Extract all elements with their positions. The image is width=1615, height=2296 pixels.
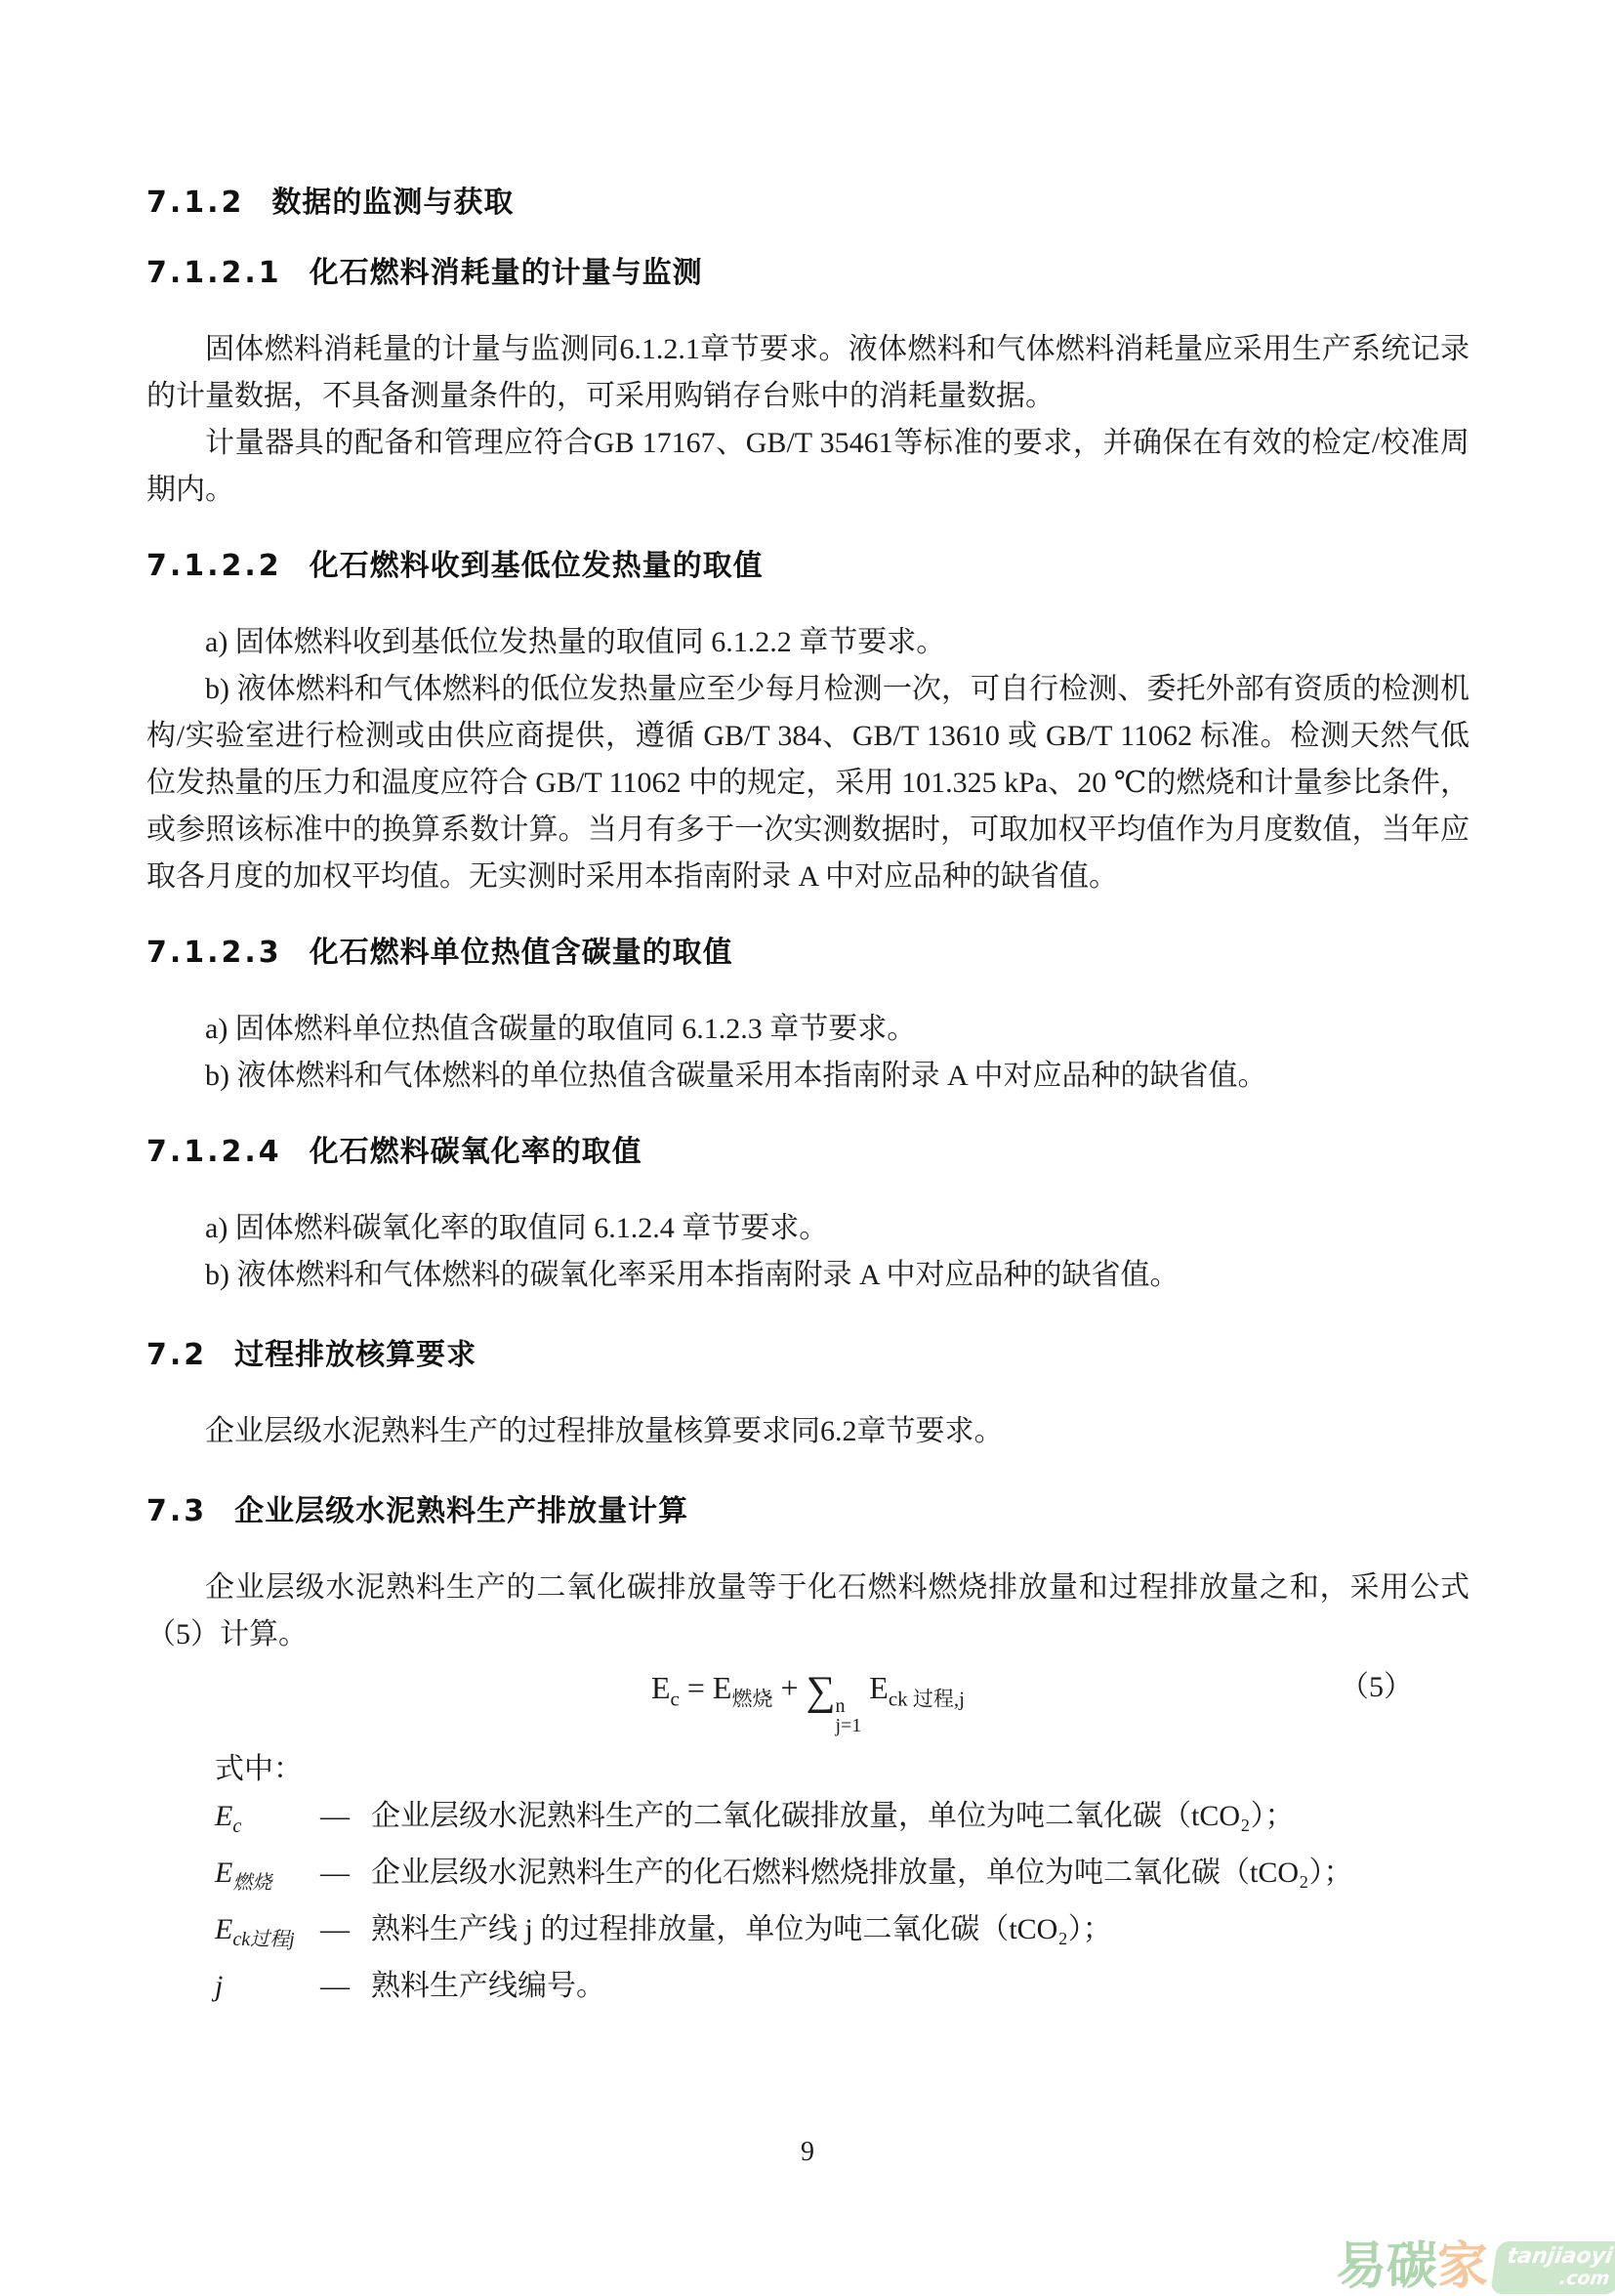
definition-row bbox=[146, 1850, 1470, 1906]
equals-sign: = bbox=[679, 1670, 713, 1705]
plus-sign: + bbox=[772, 1670, 807, 1705]
symbol-subscript: 燃烧 bbox=[232, 1872, 272, 1894]
section-number: 7.1.2.1 bbox=[146, 256, 282, 290]
formula-symbol: E bbox=[650, 1670, 671, 1705]
list-item-a: a) 固体燃料碳氧化率的取值同 6.1.2.4 章节要求。 bbox=[205, 1212, 829, 1244]
symbol-base: E bbox=[215, 1857, 233, 1889]
watermark-char: 易 bbox=[1336, 2237, 1387, 2296]
section-heading-7-1-2 bbox=[146, 186, 1470, 221]
section-number: 7.1.2.3 bbox=[146, 936, 282, 970]
formula-subscript: 燃烧 bbox=[731, 1687, 773, 1711]
definition-text: 企业层级水泥熟料生产的二氧化碳排放量，单位为吨二氧化碳（tCO₂）； bbox=[371, 1800, 1295, 1832]
symbol-base: E bbox=[215, 1913, 233, 1945]
formula-symbol: E bbox=[712, 1670, 732, 1705]
watermark-badge-text: .com bbox=[1557, 2268, 1611, 2289]
section-number: 7.1.2.4 bbox=[146, 1135, 282, 1169]
section-heading-7-1-2-3 bbox=[146, 936, 1470, 971]
definition-text: 熟料生产线编号。 bbox=[371, 1970, 605, 2002]
paragraph: 企业层级水泥熟料生产的过程排放量核算要求同6.2章节要求。 bbox=[205, 1415, 1004, 1447]
section-title: 数据的监测与获取 bbox=[271, 186, 515, 220]
sigma-lower-limit: j=1 bbox=[835, 1715, 862, 1736]
section-number: 7.1.2.2 bbox=[146, 549, 282, 583]
page-number: 9 bbox=[801, 2137, 814, 2167]
sigma-symbol: ∑ bbox=[806, 1669, 836, 1714]
list-item-b: b) 液体燃料和气体燃料的单位热值含碳量采用本指南附录 A 中对应品种的缺省值。 bbox=[205, 1060, 1267, 1092]
list-item-b: b) 液体燃料和气体燃料的低位发热量应至少每月检测一次，可自行检测、委托外部有资质的检测机构/实验室进行检测或由供应商提供，遵循 GB/T 384、GB/T 13610 或 GB/T 11062 标准。检测天然气低位发热量的压力和温度应符合 GB/T 11062 中的规定，采用 101.325 kPa、20 ℃的燃烧和计量参比条件，或参照该标准中的换算系数计算。当月有多于一次实测数据时，可取加权平均值作为月度数值，当年应取各月度的加权平均值。无实测时采用本指南附录 A 中对应品种的缺省值。 bbox=[146, 673, 1470, 893]
definition-row bbox=[146, 1963, 1470, 2020]
section-number: 7.1.2 bbox=[146, 186, 245, 220]
definition-dash: — bbox=[320, 1913, 350, 1945]
formula-subscript: c bbox=[670, 1687, 680, 1711]
section-title: 化石燃料消耗量的计量与监测 bbox=[309, 256, 703, 290]
symbol-subscript: c bbox=[232, 1816, 242, 1837]
watermark-char: 家 bbox=[1437, 2237, 1489, 2296]
formula-subscript: ck 过程,j bbox=[888, 1687, 965, 1711]
section-number: 7.3 bbox=[146, 1494, 208, 1528]
equation-number: （5） bbox=[1340, 1671, 1413, 1703]
section-title: 化石燃料碳氧化率的取值 bbox=[309, 1135, 642, 1169]
section-number: 7.2 bbox=[146, 1338, 208, 1372]
section-title: 化石燃料单位热值含碳量的取值 bbox=[309, 936, 733, 970]
where-lead: 式中： bbox=[215, 1753, 303, 1785]
symbol-base: j bbox=[215, 1970, 224, 2002]
sigma-upper-limit: n bbox=[835, 1695, 846, 1717]
formula-term1 bbox=[712, 1670, 773, 1711]
definition-dash: — bbox=[320, 1857, 350, 1889]
paragraph: 计量器具的配备和管理应符合GB 17167、GB/T 35461等标准的要求，并确保在有效的检定/校准周期内。 bbox=[146, 427, 1470, 506]
definition-dash: — bbox=[320, 1970, 350, 2002]
formula-symbol: E bbox=[869, 1670, 889, 1705]
list-item-a: a) 固体燃料单位热值含碳量的取值同 6.1.2.3 章节要求。 bbox=[205, 1013, 917, 1045]
section-heading-7-1-2-2 bbox=[146, 549, 1470, 584]
paragraph: 企业层级水泥熟料生产的二氧化碳排放量等于化石燃料燃烧排放量和过程排放量之和，采用公式（5）计算。 bbox=[146, 1571, 1470, 1650]
formula-lhs bbox=[650, 1670, 680, 1711]
watermark-logo bbox=[1336, 2239, 1615, 2294]
section-title: 化石燃料收到基低位发热量的取值 bbox=[309, 549, 764, 583]
equation-5 bbox=[146, 1658, 1470, 1736]
definition-symbol bbox=[215, 1793, 320, 1850]
definition-symbol bbox=[215, 1963, 320, 2020]
section-heading-7-1-2-4 bbox=[146, 1135, 1470, 1170]
sigma-limits bbox=[835, 1696, 861, 1735]
section-heading-7-3 bbox=[146, 1494, 1470, 1529]
definition-text: 熟料生产线 j 的过程排放量，单位为吨二氧化碳（tCO₂）； bbox=[371, 1913, 1112, 1945]
section-title: 企业层级水泥熟料生产排放量计算 bbox=[234, 1494, 689, 1528]
watermark-badge bbox=[1490, 2241, 1615, 2294]
definition-symbol bbox=[215, 1850, 320, 1906]
section-title: 过程排放核算要求 bbox=[234, 1338, 477, 1372]
symbol-base: E bbox=[215, 1800, 233, 1832]
symbol-subscript: ck过程j bbox=[232, 1929, 295, 1950]
definition-text: 企业层级水泥熟料生产的化石燃料燃烧排放量，单位为吨二氧化碳（tCO₂）； bbox=[371, 1857, 1353, 1889]
section-heading-7-2 bbox=[146, 1338, 1470, 1373]
watermark-char: 碳 bbox=[1387, 2237, 1438, 2296]
list-item-b: b) 液体燃料和气体燃料的碳氧化率采用本指南附录 A 中对应品种的缺省值。 bbox=[205, 1259, 1180, 1291]
watermark-badge-text: tanjiaoyi bbox=[1505, 2244, 1615, 2269]
definition-dash: — bbox=[320, 1800, 350, 1832]
formula-term2 bbox=[869, 1670, 965, 1711]
definition-row bbox=[146, 1906, 1470, 1963]
definition-symbol bbox=[215, 1906, 320, 1963]
paragraph: 固体燃料消耗量的计量与监测同6.1.2.1章节要求。液体燃料和气体燃料消耗量应采用生产系统记录的计量数据，不具备测量条件的，可采用购销存台账中的消耗量数据。 bbox=[146, 333, 1470, 412]
list-item-a: a) 固体燃料收到基低位发热量的取值同 6.1.2.2 章节要求。 bbox=[205, 626, 946, 658]
section-heading-7-1-2-1 bbox=[146, 256, 1470, 291]
definition-row bbox=[146, 1793, 1470, 1850]
